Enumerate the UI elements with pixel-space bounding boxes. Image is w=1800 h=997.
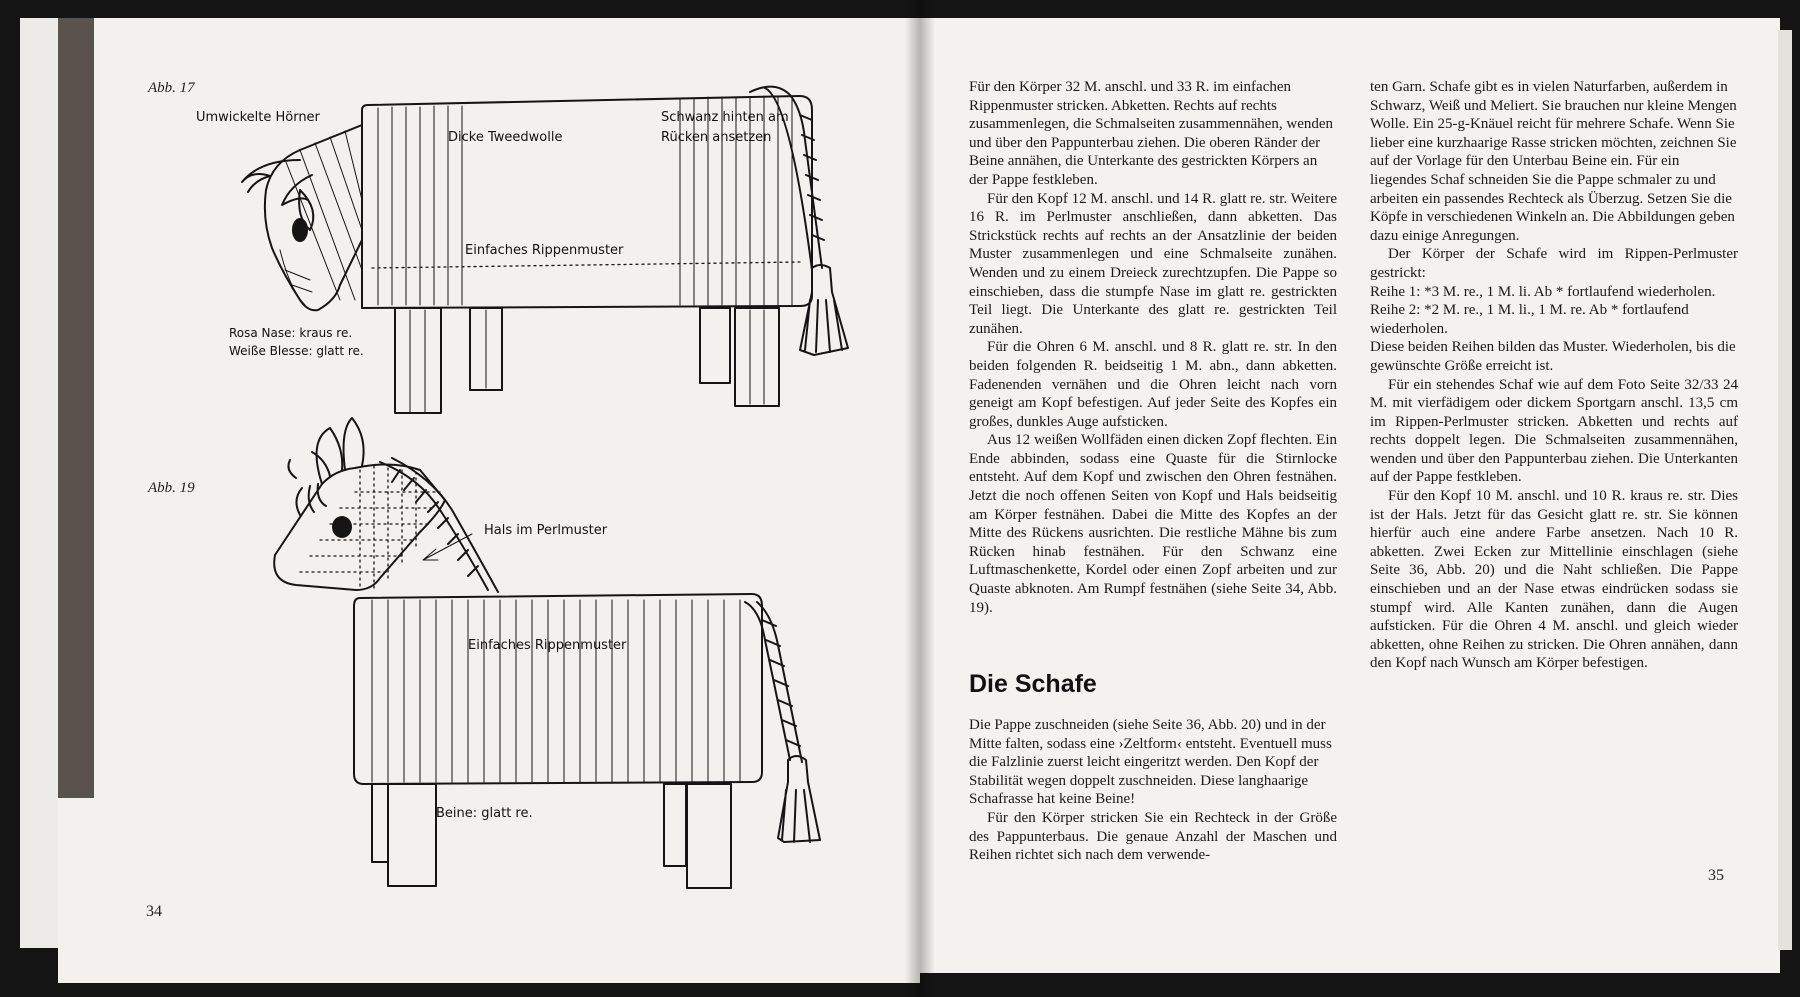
horse-eye	[333, 517, 351, 537]
label-neck-pattern: Hals im Perlmuster	[484, 523, 608, 538]
paragraph: Für den Kopf 12 M. anschl. und 14 R. glatt re. str. Weitere 16 R. im Perlmuster anschließen, dann abketten. Das Strickstück rechts auf rechts an der Ansatzlinie der beiden Muster zusammenlegen und eine Schmalseite zunähen. Wenden und zu einem Dreieck zurechtzupfen. Die Pappe so einschieben, dass die stumpfe Nase im glatt re. gestrickten Teil liegt. Die Unterkante des glatt re. gestrickten Teil zunähen.	[969, 190, 1337, 337]
paragraph: Für ein stehendes Schaf wie auf dem Foto Seite 32/33 24 M. mit vierfädigem oder dickem Sportgarn anschl. 13,5 cm im Rippen-Perlmuster stricken. Abketten und rechts auf rechts doppelt legen. Die Schmalseiten zusammennähen, wenden und über den Pappunterbau ziehen. Die Unterkanten auf der Pappe festkleben.	[1370, 376, 1738, 486]
figure-caption-17: Abb. 17	[148, 80, 195, 96]
horse-arrow	[423, 534, 472, 560]
cow-eye	[293, 219, 307, 241]
text-column-1b	[969, 716, 1337, 865]
paragraph: Für den Körper stricken Sie ein Rechteck in der Größe des Pappunterbaus. Die genaue Anzahl der Maschen und Reihen richtet sich nach dem verwende-	[969, 809, 1337, 864]
paragraph: Für den Kopf 10 M. anschl. und 10 R. kraus re. str. Dies ist der Hals. Jetzt für das Gesicht glatt re. str. Sie können hierfür auch eine andere Farbe ansetzen. Nach 10 R. abketten. Zwei Ecken zur Mittellinie einschlagen (siehe Seite 36, Abb. 20) und die Naht schließen. Die Pappe einschieben und an der Nase etwas eindrücken sodass sie stumpf wird. Alle Kanten zunähen, dann die Augen aufsticken. Für die Ohren 4 M. anschl. und gleich wieder abketten, ohne Reihen zu stricken. Die Ohren annähen, dann den Kopf nach Wunsch am Körper befestigen.	[1370, 488, 1738, 672]
paragraph: Für den Körper 32 M. anschl. und 33 R. im einfachen Rippenmuster stricken. Abketten. Rechts auf rechts zusammenlegen, die Schmalseiten zusammennähen, wenden und über den Pappunterbau ziehen. Die oberen Ränder der Beine annähen, die Unterkante des gestrickten Körpers an der Pappe festkleben.	[969, 79, 1334, 188]
text-column-2	[1370, 78, 1738, 673]
paragraph: Aus 12 weißen Wollfäden einen dicken Zopf flechten. Ein Ende abbinden, sodass eine Quaste für die Stirnlocke entsteht. Auf dem Kopf und zwischen den Ohren festnähen. Jetzt die noch offenen Seiten von Kopf und Hals beidseitig am Körper festnähen. Dabei die Mitte des Kopfes an der Mitte des Rückens ausrichten. Die restliche Mähne bis zum Rücken hinab festnähen. Für den Schwanz eine Luftmaschenkette, Kordel oder einen Zopf arbeiten und zur Quaste abknoten. Am Rumpf festnähen (siehe Seite 34, Abb. 19).	[969, 432, 1337, 616]
label-rib-pattern-cow: Einfaches Rippenmuster	[465, 243, 624, 258]
cow-tassel	[800, 265, 848, 355]
horse-leg-back-right	[664, 784, 686, 866]
right-page-edge	[1778, 30, 1792, 950]
cow-nose	[280, 250, 312, 305]
horse-tassel	[778, 756, 820, 842]
paragraph: Diese beiden Reihen bilden das Muster. Wiederholen, bis die gewünschte Größe erreicht ist.	[1370, 339, 1736, 374]
cow-body	[362, 96, 812, 308]
paragraph: Für die Ohren 6 M. anschl. und 8 R. glatt re. str. In den beiden folgenden R. beidseitig 1 M. abn., dann abketten. Fadenenden vernähen und die Ohren leicht nach vorn geneigt am Kopf befestigen. Auf jeder Seite des Kopfes ein großes, dunkles Auge aufsticken.	[969, 339, 1337, 430]
horse-ear-right	[344, 418, 364, 470]
cow-leg-back-right	[700, 308, 730, 383]
horse-leg-front-right	[372, 784, 388, 862]
cow-leg-back-left	[735, 308, 779, 406]
knit-row-1: Reihe 1: *3 M. re., 1 M. li. Ab * fortlaufend wiederholen.	[1370, 283, 1716, 300]
section-heading: Die Schafe	[969, 670, 1097, 698]
label-horns: Umwickelte Hörner	[196, 110, 320, 125]
paragraph: ten Garn. Schafe gibt es in vielen Naturfarben, außerdem in Schwarz, Weiß und Meliert. Sie brauchen nur kleine Mengen Wolle. Ein 25-g-Knäuel reicht für mehrere Schafe. Wenn Sie lieber eine kurzhaarige Rasse stricken möchten, zeichnen Sie auf der Vorlage für den Unterbau Beine ein. Für ein liegendes Schaf schneiden Sie die Pappe schmaler zu und arbeiten ein passendes Rechteck als Überzug. Setzen Sie die Köpfe in verschiedenen Winkeln an. Die Abbildungen geben dazu einige Anregungen.	[1370, 79, 1737, 244]
horse-mane	[380, 458, 498, 592]
horse-leg-front-left	[388, 784, 436, 886]
horse-tail	[745, 602, 802, 762]
label-pink-nose: Rosa Nase: kraus re.	[229, 326, 353, 340]
label-tail-line2: Rücken ansetzen	[661, 130, 772, 145]
label-tweed-wool: Dicke Tweedwolle	[448, 130, 563, 145]
horse-leg-back-left	[687, 784, 731, 888]
figure-caption-19: Abb. 19	[148, 480, 195, 496]
horse-body	[354, 594, 762, 784]
label-white-blaze: Weiße Blesse: glatt re.	[229, 344, 364, 358]
label-legs: Beine: glatt re.	[436, 806, 533, 821]
cow-leg-front-left	[395, 308, 441, 413]
label-tail-line1: Schwanz hinten am	[661, 110, 789, 125]
horse-rib-lines	[372, 600, 740, 782]
knit-row-2: Reihe 2: *2 M. re., 1 M. li., 1 M. re. Ab * fortlaufend wiederholen.	[1370, 302, 1689, 337]
text-column-1	[969, 78, 1337, 617]
paragraph: Der Körper der Schafe wird im Rippen-Perlmuster gestrickt:	[1370, 246, 1738, 281]
paragraph: Die Pappe zuschneiden (siehe Seite 36, Abb. 20) und in der Mitte falten, sodass eine ›Zeltform‹ entsteht. Eventuell muss die Falzlinie zuerst leicht eingeritzt werden. Den Kopf der Stabilität wegen doppelt zuschneiden. Diese langhaarige Schafrasse hat keine Beine!	[969, 717, 1332, 808]
label-rib-pattern-horse: Einfaches Rippenmuster	[468, 638, 627, 653]
page-number-right: 35	[1708, 867, 1724, 884]
page-number-left: 34	[146, 903, 162, 920]
horse-illustration	[274, 418, 820, 888]
